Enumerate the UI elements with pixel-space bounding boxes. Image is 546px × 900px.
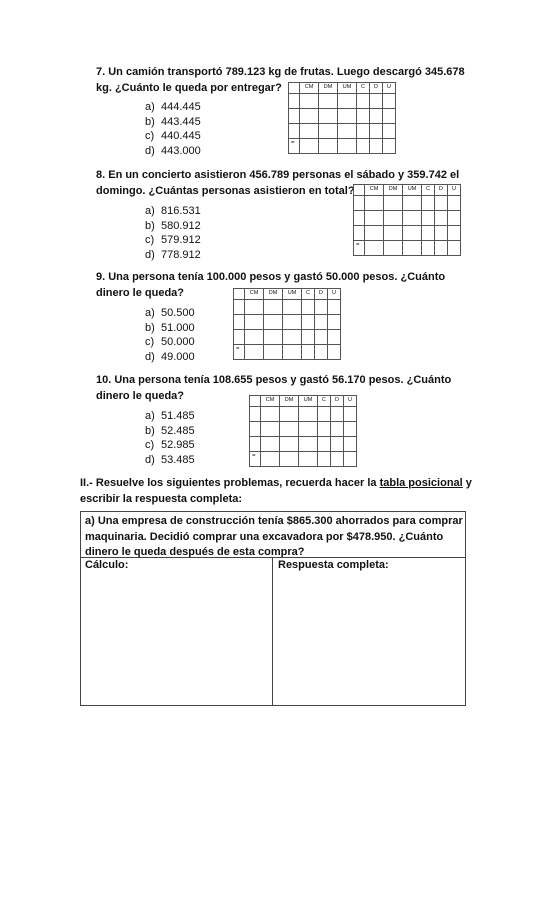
equals-sign: = (234, 345, 245, 360)
option[interactable]: b) 443.445 (145, 115, 201, 128)
option[interactable]: d) 53.485 (145, 453, 195, 466)
option[interactable]: d) 778.912 (145, 248, 201, 261)
option[interactable]: a) 50.500 (145, 307, 195, 319)
pv-header: D (315, 289, 328, 300)
section-2-line2: escribir la respuesta completa: (80, 493, 243, 505)
pv-header: U (328, 289, 341, 300)
option[interactable]: d) 49.000 (145, 350, 195, 363)
question-7-options (145, 100, 201, 158)
problem-statement: a) Una empresa de construcción tenía $865.300 ahorrados para comprar maquinaria. Decidió comprar una excavadora por $478.950. ¿Cuánto dinero le queda después de esta compra? (85, 515, 463, 558)
pv-header: DM (384, 185, 403, 196)
question-8-line2: domingo. ¿Cuántas personas asistieron en total? (96, 185, 355, 197)
question-9-line1: 9. Una persona tenía 100.000 pesos y gastó 50.000 pesos. ¿Cuánto (96, 271, 446, 283)
option[interactable]: c) 52.985 (145, 439, 195, 451)
option[interactable]: c) 50.000 (145, 336, 195, 348)
option[interactable]: a) 816.531 (145, 205, 201, 217)
calc-label: Cálculo: (85, 559, 129, 571)
question-8-line1: 8. En un concierto asistieron 456.789 personas el sábado y 359.742 el (96, 169, 460, 181)
pv-header: DM (280, 396, 299, 407)
equals-sign: = (289, 139, 300, 154)
pv-header: U (383, 83, 396, 94)
pv-header: CM (245, 289, 264, 300)
problem-box (80, 511, 466, 706)
pv-header: C (357, 83, 370, 94)
pv-header: UM (403, 185, 422, 196)
pv-header: DM (319, 83, 338, 94)
pv-header: C (302, 289, 315, 300)
option[interactable]: b) 580.912 (145, 219, 201, 232)
pv-header: CM (365, 185, 384, 196)
pv-header: CM (261, 396, 280, 407)
pv-header: D (331, 396, 344, 407)
place-value-table-9 (233, 288, 341, 360)
place-value-table-8 (353, 184, 461, 256)
answer-label: Respuesta completa: (278, 559, 389, 571)
question-7-line1: 7. Un camión transportó 789.123 kg de frutas. Luego descargó 345.678 (96, 66, 465, 78)
pv-header: C (318, 396, 331, 407)
question-10-line1: 10. Una persona tenía 108.655 pesos y gastó 56.170 pesos. ¿Cuánto (96, 374, 452, 386)
pv-header: UM (338, 83, 357, 94)
pv-header: CM (300, 83, 319, 94)
positional-table-term: tabla posicional (379, 477, 463, 489)
section-2-line1: II.- Resuelve los siguientes problemas, recuerda hacer la tabla posicional y (80, 477, 472, 489)
equals-sign: = (354, 241, 365, 256)
problem-divider-horizontal (81, 557, 465, 558)
question-10-line2: dinero le queda? (96, 390, 185, 402)
pv-header: U (448, 185, 461, 196)
equals-sign: = (250, 452, 261, 467)
option[interactable]: d) 443.000 (145, 144, 201, 157)
pv-header: UM (283, 289, 302, 300)
pv-header: C (422, 185, 435, 196)
question-10-options (145, 409, 195, 467)
question-7-text (96, 64, 465, 96)
question-7-line2: kg. ¿Cuánto le queda por entregar? (96, 82, 282, 94)
answer-area[interactable] (275, 574, 463, 704)
place-value-table-10 (249, 395, 357, 467)
pv-header: UM (299, 396, 318, 407)
question-9-line2: dinero le queda? (96, 287, 185, 299)
place-value-table-7 (288, 82, 396, 154)
option[interactable]: b) 52.485 (145, 424, 195, 437)
option[interactable]: b) 51.000 (145, 321, 195, 334)
section-2-instructions (80, 475, 472, 507)
pv-header: U (344, 396, 357, 407)
pv-header: DM (264, 289, 283, 300)
option[interactable]: a) 51.485 (145, 410, 195, 422)
calc-area[interactable] (82, 574, 270, 704)
option[interactable]: c) 579.912 (145, 234, 201, 246)
question-9-options (145, 306, 195, 364)
option[interactable]: c) 440.445 (145, 130, 201, 142)
pv-header: D (435, 185, 448, 196)
pv-header: D (370, 83, 383, 94)
option[interactable]: a) 444.445 (145, 101, 201, 113)
question-8-options (145, 204, 201, 262)
problem-divider-vertical (272, 557, 273, 705)
